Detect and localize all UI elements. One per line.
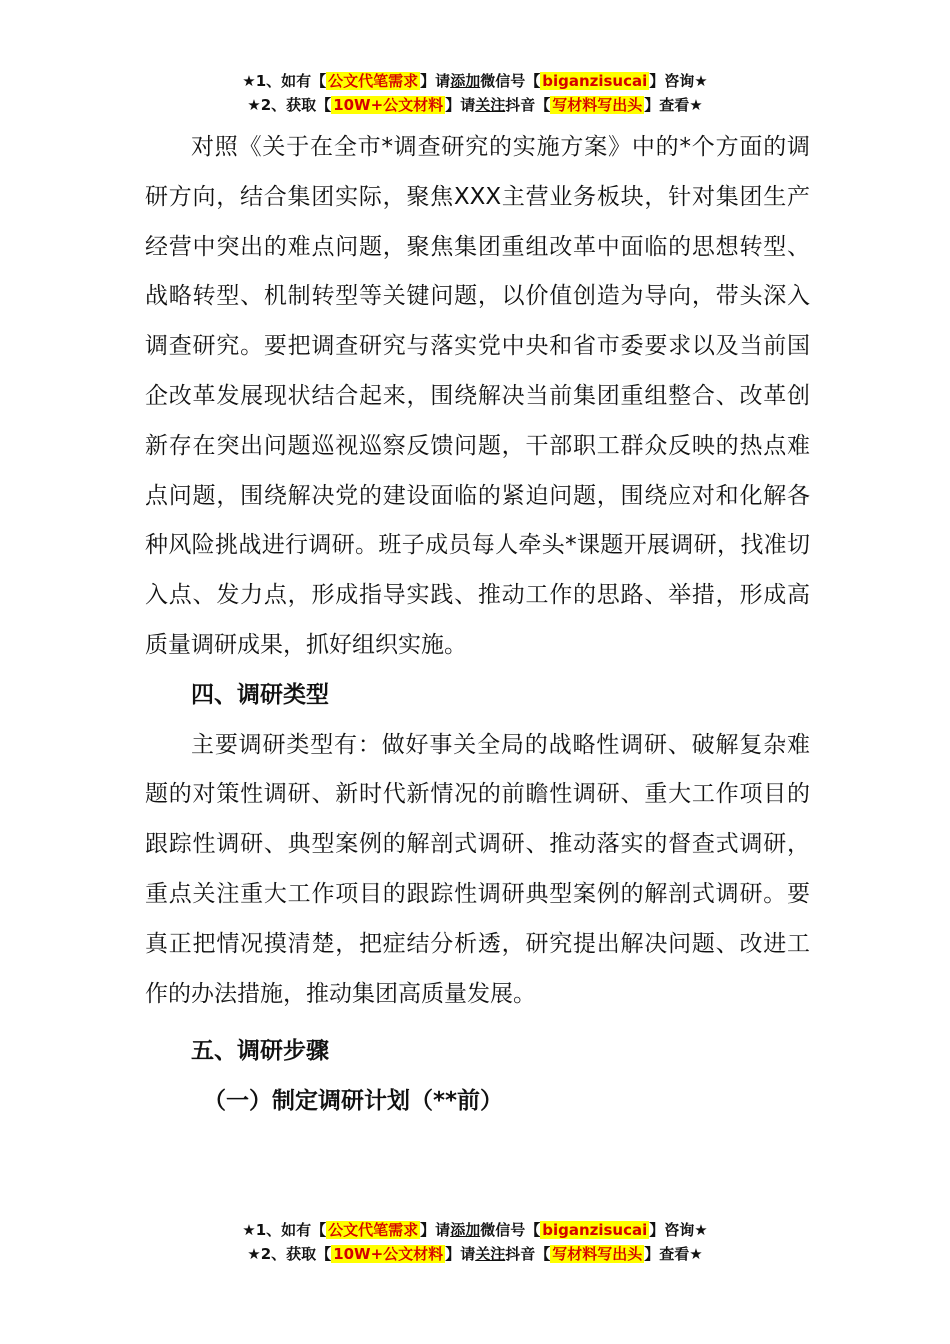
document-body (145, 123, 810, 1127)
bottom-banner (0, 1218, 950, 1266)
banner-line-1 (0, 69, 950, 93)
highlight-materials: 10W+公文材料 (333, 96, 444, 114)
highlight-douyin: 写材料写出头 (552, 96, 643, 114)
banner-underlined: 添加 (450, 72, 481, 90)
banner-text: 】请 (420, 1221, 451, 1239)
highlight-douyin: 写材料写出头 (552, 1245, 643, 1263)
banner-text: 微信号【 (480, 72, 541, 90)
banner-text: 】请 (420, 72, 451, 90)
banner-text: 】咨询★ (649, 72, 708, 90)
banner-text: 】咨询★ (649, 1221, 708, 1239)
banner-text: ★1、如有【 (242, 1221, 327, 1239)
banner-text: 抖音【 (505, 96, 551, 114)
banner-text: 】请 (445, 96, 476, 114)
banner-underlined: 关注 (475, 96, 506, 114)
top-banner (0, 69, 950, 117)
highlight-wechat-id: biganzisucai (542, 72, 648, 90)
banner-text: ★2、获取【 (247, 1245, 332, 1263)
section-heading-research-steps: 五、调研步骤 (191, 1038, 329, 1065)
banner-text: 】查看★ (644, 1245, 703, 1263)
banner-underlined: 关注 (475, 1245, 506, 1263)
banner-text: ★2、获取【 (247, 96, 332, 114)
paragraph-research-direction: 对照《关于在全市*调查研究的实施方案》中的*个方面的调研方向，结合集团实际，聚焦XXX主营业务板块，针对集团生产经营中突出的难点问题，聚焦集团重组改革中面临的思想转型、战略转型、机制转型等关键问题，以价值创造为导向，带头深入调查研究。要把调查研究与落实党中央和省市委要求以及当前国企改革发展现状结合起来，围绕解决当前集团重组整合、改革创新存在突出问题巡视巡察反馈问题，干部职工群众反映的热点难点问题，围绕解决党的建设面临的紧迫问题，围绕应对和化解各种风险挑战进行调研。班子成员每人牵头*课题开展调研，找准切入点、发力点，形成指导实践、推动工作的思路、举措，形成高质量调研成果，抓好组织实施。 (145, 134, 810, 658)
banner-text: ★1、如有【 (242, 72, 327, 90)
banner-text: 微信号【 (480, 1221, 541, 1239)
banner-line-2 (0, 93, 950, 117)
highlight-wechat-id: biganzisucai (542, 1221, 648, 1239)
highlight-service: 公文代笔需求 (328, 1221, 419, 1239)
banner-underlined: 添加 (450, 1221, 481, 1239)
banner-text: 】查看★ (644, 96, 703, 114)
section-heading-research-types: 四、调研类型 (191, 681, 329, 708)
banner-line-2 (0, 1242, 950, 1266)
highlight-materials: 10W+公文材料 (333, 1245, 444, 1263)
banner-line-1 (0, 1218, 950, 1242)
banner-text: 】请 (445, 1245, 476, 1263)
paragraph-research-types: 主要调研类型有：做好事关全局的战略性调研、破解复杂难题的对策性调研、新时代新情况的前瞻性调研、重大工作项目的跟踪性调研、典型案例的解剖式调研、推动落实的督查式调研，重点关注重大工作项目的跟踪性调研典型案例的解剖式调研。要真正把情况摸清楚，把症结分析透，研究提出解决问题、改进工作的办法措施，推动集团高质量发展。 (145, 731, 810, 1007)
highlight-service: 公文代笔需求 (328, 72, 419, 90)
subsection-heading-plan: （一）制定调研计划（**前） (203, 1088, 504, 1115)
banner-text: 抖音【 (505, 1245, 551, 1263)
